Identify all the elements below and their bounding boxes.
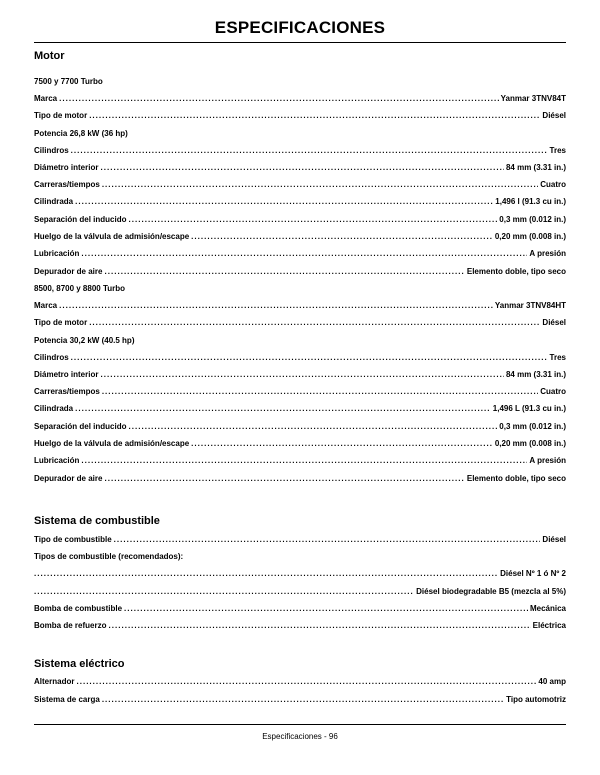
dot-leader — [34, 587, 414, 597]
dot-leader — [102, 387, 538, 397]
spec-row — [34, 94, 566, 111]
spec-row — [34, 439, 566, 456]
spec-row — [34, 621, 566, 638]
spec-value: 0,3 mm (0.012 in.) — [499, 421, 566, 431]
spec-row — [34, 535, 566, 552]
dot-leader — [100, 370, 504, 380]
spec-value: Tres — [549, 352, 566, 362]
spec-value: 40 amp — [538, 677, 566, 687]
spec-label: Carreras/tiempos — [34, 180, 100, 190]
spec-value: Diésel biodegradable B5 (mezcla al 5%) — [416, 586, 566, 596]
spec-label: Alternador — [34, 677, 75, 687]
dot-leader — [81, 249, 527, 259]
spec-label: Separación del inducido — [34, 214, 127, 224]
spec-value: 84 mm (3.31 in.) — [505, 369, 566, 379]
spec-row — [34, 197, 566, 214]
spec-value: Elemento doble, tipo seco — [466, 473, 566, 483]
spec-value: Diésel — [542, 318, 566, 328]
section-heading-electric: Sistema eléctrico — [34, 658, 125, 671]
spec-value: A presión — [529, 456, 566, 466]
spec-row — [34, 301, 566, 318]
spec-row — [34, 267, 566, 284]
dot-leader — [89, 318, 540, 328]
spec-value: Cuatro — [540, 387, 566, 397]
spec-row — [34, 387, 566, 404]
spec-row — [34, 604, 566, 621]
spec-value: 0,20 mm (0.008 in.) — [494, 232, 566, 242]
section-heading-motor: Motor — [34, 50, 65, 62]
spec-value: A presión — [529, 249, 566, 259]
spec-label: Tipo de motor — [34, 318, 88, 328]
dot-leader — [128, 422, 497, 432]
spec-label: Cilindros — [34, 352, 69, 362]
spec-label: Lubricación — [34, 249, 80, 259]
spec-row — [34, 695, 566, 712]
spec-value: Elemento doble, tipo seco — [466, 266, 566, 276]
dot-leader — [71, 353, 548, 363]
footer-rule — [34, 724, 566, 725]
dot-leader — [81, 456, 527, 466]
power-heading: Potencia 26,8 kW (36 hp) — [34, 128, 128, 138]
dot-leader — [89, 111, 540, 121]
spec-row — [34, 249, 566, 266]
spec-label: Cilindrada — [34, 197, 74, 207]
spec-value: Yanmar 3TNV84HT — [494, 300, 566, 310]
dot-leader — [191, 439, 493, 449]
dot-leader — [124, 604, 528, 614]
spec-row — [34, 474, 566, 491]
spec-row — [34, 569, 566, 586]
dot-leader — [34, 569, 498, 579]
dot-leader — [59, 301, 493, 311]
spec-label: Cilindros — [34, 145, 69, 155]
spec-label: Tipo de motor — [34, 111, 88, 121]
model-heading: 8500, 8700 y 8800 Turbo — [34, 283, 126, 293]
spec-label: Bomba de combustible — [34, 603, 123, 613]
dot-leader — [75, 197, 493, 207]
section-heading-fuel: Sistema de combustible — [34, 514, 160, 527]
spec-value: 0,3 mm (0.012 in.) — [499, 214, 566, 224]
spec-row — [34, 456, 566, 473]
spec-page — [34, 18, 566, 712]
dot-leader — [102, 695, 504, 705]
dot-leader — [75, 404, 491, 414]
fuel-section — [34, 515, 566, 638]
page-title: ESPECIFICACIONES — [214, 18, 386, 37]
dot-leader — [191, 232, 493, 242]
spec-row — [34, 180, 566, 197]
spec-row — [34, 422, 566, 439]
spec-row — [34, 111, 566, 128]
spec-value: 1,496 l (91.3 cu in.) — [495, 197, 566, 207]
spec-label: Carreras/tiempos — [34, 387, 100, 397]
spec-label: Diámetro interior — [34, 369, 99, 379]
spec-value: Diésel — [542, 534, 566, 544]
dot-leader — [104, 474, 464, 484]
spec-label: Marca — [34, 94, 58, 103]
title-rule — [34, 42, 566, 43]
spec-label: Depurador de aire — [34, 266, 103, 276]
dot-leader — [104, 267, 464, 277]
spec-row — [34, 215, 566, 232]
power-heading: Potencia 30,2 kW (40.5 hp) — [34, 335, 135, 345]
spec-row — [34, 677, 566, 694]
dot-leader — [102, 180, 538, 190]
spec-row — [34, 318, 566, 335]
spec-value: Diésel Nº 1 ó Nº 2 — [500, 569, 566, 579]
spec-row — [34, 370, 566, 387]
spec-value: Yanmar 3TNV84T — [500, 94, 566, 103]
dot-leader — [76, 677, 536, 687]
spec-row — [34, 163, 566, 180]
dot-leader — [100, 163, 504, 173]
dot-leader — [59, 94, 499, 104]
spec-value: 84 mm (3.31 in.) — [505, 162, 566, 172]
spec-row — [34, 232, 566, 249]
page-footer: Especificaciones - 96 — [262, 732, 338, 741]
spec-row — [34, 404, 566, 421]
dot-leader — [114, 535, 541, 545]
spec-label: Depurador de aire — [34, 473, 103, 483]
spec-value: Eléctrica — [532, 621, 566, 631]
dot-leader — [128, 215, 497, 225]
recommended-fuels-label: Tipos de combustible (recomendados): — [34, 552, 184, 562]
spec-value: 0,20 mm (0.008 in.) — [494, 439, 566, 449]
spec-value: Mecánica — [529, 603, 566, 613]
spec-value: Tres — [549, 145, 566, 155]
spec-value: Diésel — [542, 111, 566, 121]
spec-value: Cuatro — [540, 180, 566, 190]
motor-section — [34, 50, 566, 491]
spec-label: Diámetro interior — [34, 162, 99, 172]
model-heading: 7500 y 7700 Turbo — [34, 77, 103, 86]
spec-row — [34, 587, 566, 604]
spec-label: Tipo de combustible — [34, 534, 112, 544]
spec-label: Marca — [34, 300, 58, 310]
spec-value: 1,496 L (91.3 cu in.) — [492, 404, 566, 414]
dot-leader — [108, 621, 530, 631]
spec-row — [34, 146, 566, 163]
dot-leader — [71, 146, 548, 156]
spec-label: Bomba de refuerzo — [34, 621, 107, 631]
spec-label: Sistema de carga — [34, 694, 100, 704]
spec-label: Separación del inducido — [34, 421, 127, 431]
electric-section — [34, 658, 566, 712]
spec-label: Huelgo de la válvula de admisión/escape — [34, 232, 190, 242]
spec-label: Cilindrada — [34, 404, 74, 414]
spec-value: Tipo automotriz — [506, 694, 566, 704]
spec-row — [34, 353, 566, 370]
spec-label: Lubricación — [34, 456, 80, 466]
spec-label: Huelgo de la válvula de admisión/escape — [34, 439, 190, 449]
